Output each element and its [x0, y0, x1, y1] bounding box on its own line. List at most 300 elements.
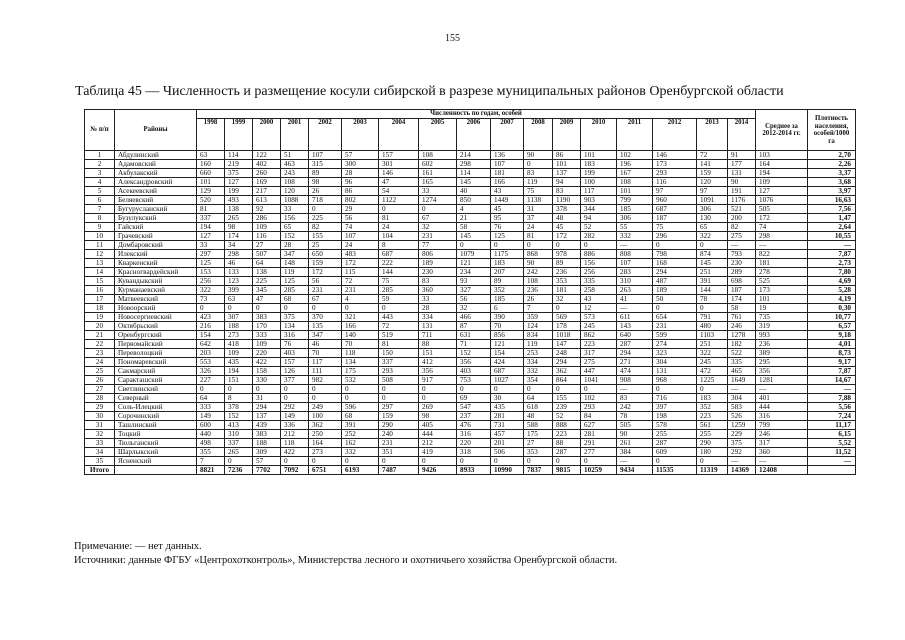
- year-value: 650: [309, 250, 342, 259]
- year-value: 183: [697, 394, 728, 403]
- row-number: 34: [85, 448, 115, 457]
- year-value: 137: [553, 169, 581, 178]
- year-value: 94: [581, 214, 617, 223]
- year-value: 968: [653, 376, 697, 385]
- year-value: 168: [653, 259, 697, 268]
- total-row: [85, 466, 856, 475]
- year-value: 58: [728, 304, 756, 313]
- district-name: Грачевский: [115, 232, 197, 241]
- year-value: 1103: [697, 331, 728, 340]
- year-value: 465: [728, 367, 756, 376]
- density-value: 6,57: [808, 322, 856, 331]
- year-value: 271: [617, 358, 653, 367]
- year-value: 102: [581, 394, 617, 403]
- year-value: 207: [491, 268, 524, 277]
- year-value: 1649: [728, 376, 756, 385]
- year-value: 917: [419, 376, 457, 385]
- year-value: 74: [342, 223, 379, 232]
- year-value: 888: [553, 421, 581, 430]
- year-value: 72: [379, 322, 419, 331]
- density-value: 5,52: [808, 439, 856, 448]
- total-blank: [115, 466, 197, 475]
- year-value: 108: [617, 178, 653, 187]
- year-value: 32: [553, 295, 581, 304]
- average-value: 278: [756, 268, 808, 277]
- year-value: 199: [581, 169, 617, 178]
- year-value: 293: [379, 367, 419, 376]
- year-value: 185: [491, 295, 524, 304]
- year-value: 180: [697, 448, 728, 457]
- district-name: Пономаревский: [115, 358, 197, 367]
- header-year: 1998: [197, 119, 225, 151]
- year-value: 640: [617, 331, 653, 340]
- year-value: 50: [653, 295, 697, 304]
- table-row: [85, 430, 856, 439]
- year-value: 72: [342, 277, 379, 286]
- year-value: 133: [225, 268, 253, 277]
- year-value: 419: [419, 448, 457, 457]
- year-value: 711: [419, 331, 457, 340]
- average-value: 1076: [756, 196, 808, 205]
- year-value: 111: [309, 367, 342, 376]
- year-value: 466: [457, 313, 491, 322]
- year-value: 588: [524, 421, 553, 430]
- table-row: [85, 268, 856, 277]
- year-value: 0: [653, 385, 697, 394]
- table-row: [85, 196, 856, 205]
- year-value: 135: [309, 322, 342, 331]
- density-value: 6,15: [808, 430, 856, 439]
- year-value: 903: [581, 196, 617, 205]
- year-value: 0: [309, 394, 342, 403]
- year-value: 138: [253, 268, 281, 277]
- year-value: 435: [225, 358, 253, 367]
- year-value: 304: [728, 394, 756, 403]
- year-value: —: [617, 385, 653, 394]
- header-years-group: Численность по годам, особей: [197, 110, 756, 119]
- year-value: 0: [697, 241, 728, 250]
- year-value: 569: [553, 313, 581, 322]
- year-value: 102: [617, 151, 653, 160]
- year-value: 352: [697, 403, 728, 412]
- year-value: 698: [728, 277, 756, 286]
- year-value: 383: [253, 313, 281, 322]
- year-value: 63: [225, 295, 253, 304]
- year-value: 337: [379, 358, 419, 367]
- table-row: [85, 349, 856, 358]
- year-value: 52: [581, 223, 617, 232]
- year-value: 104: [379, 232, 419, 241]
- year-value: 117: [581, 187, 617, 196]
- year-value: 600: [197, 421, 225, 430]
- year-value: 101: [617, 187, 653, 196]
- year-value: 93: [457, 277, 491, 286]
- year-value: 126: [281, 367, 309, 376]
- year-value: 960: [653, 196, 697, 205]
- average-value: —: [756, 385, 808, 394]
- year-value: 0: [281, 385, 309, 394]
- density-value: —: [808, 385, 856, 394]
- year-value: 277: [581, 448, 617, 457]
- table-row: [85, 331, 856, 340]
- year-value: 236: [553, 268, 581, 277]
- year-value: 1088: [281, 196, 309, 205]
- year-value: 189: [419, 259, 457, 268]
- header-density: Плотность населения, особей/1000 га: [808, 110, 856, 151]
- year-value: 100: [309, 412, 342, 421]
- year-value: 0: [553, 385, 581, 394]
- total-year-value: 8933: [457, 466, 491, 475]
- year-value: 390: [491, 313, 524, 322]
- year-value: 0: [697, 457, 728, 466]
- year-value: 1175: [491, 250, 524, 259]
- year-value: 175: [524, 430, 553, 439]
- row-number: 12: [85, 250, 115, 259]
- density-value: 2,64: [808, 223, 856, 232]
- density-value: 9,18: [808, 331, 856, 340]
- year-value: 65: [697, 223, 728, 232]
- year-value: 26: [309, 187, 342, 196]
- year-value: 283: [617, 268, 653, 277]
- year-value: 90: [524, 151, 553, 160]
- year-value: 64: [253, 259, 281, 268]
- year-value: 37: [524, 214, 553, 223]
- year-value: 294: [553, 358, 581, 367]
- year-value: 89: [309, 169, 342, 178]
- year-value: 553: [197, 358, 225, 367]
- year-value: 274: [653, 340, 697, 349]
- year-value: 507: [253, 250, 281, 259]
- year-value: 230: [728, 259, 756, 268]
- total-year-value: 9434: [617, 466, 653, 475]
- year-value: 172: [553, 232, 581, 241]
- year-value: 0: [379, 304, 419, 313]
- density-value: 3,97: [808, 187, 856, 196]
- year-value: 157: [281, 358, 309, 367]
- year-value: 28: [281, 241, 309, 250]
- year-value: 43: [491, 187, 524, 196]
- year-value: 109: [253, 340, 281, 349]
- year-value: 158: [253, 367, 281, 376]
- year-value: 611: [617, 313, 653, 322]
- year-value: 435: [491, 403, 524, 412]
- row-number: 27: [85, 385, 115, 394]
- year-value: 26: [524, 295, 553, 304]
- year-value: 337: [197, 214, 225, 223]
- year-value: 187: [653, 214, 697, 223]
- row-number: 10: [85, 232, 115, 241]
- district-name: Ташлинский: [115, 421, 197, 430]
- average-value: 822: [756, 250, 808, 259]
- year-value: 798: [653, 250, 697, 259]
- district-name: Соль-Илецкий: [115, 403, 197, 412]
- total-year-value: 6193: [342, 466, 379, 475]
- year-value: 353: [553, 277, 581, 286]
- year-value: 76: [491, 223, 524, 232]
- year-value: 87: [457, 322, 491, 331]
- year-value: 92: [253, 205, 281, 214]
- year-value: 220: [253, 349, 281, 358]
- year-value: 47: [379, 178, 419, 187]
- year-value: 127: [225, 178, 253, 187]
- year-value: 1190: [553, 196, 581, 205]
- year-value: 70: [309, 349, 342, 358]
- year-value: 298: [225, 250, 253, 259]
- average-value: 993: [756, 331, 808, 340]
- year-value: 293: [581, 403, 617, 412]
- year-value: 174: [225, 232, 253, 241]
- year-value: 183: [491, 259, 524, 268]
- year-value: 75: [653, 223, 697, 232]
- year-value: 172: [309, 268, 342, 277]
- year-value: 526: [728, 412, 756, 421]
- year-value: 234: [457, 268, 491, 277]
- header-year: 2011: [617, 119, 653, 151]
- table-row: [85, 322, 856, 331]
- year-value: 120: [281, 187, 309, 196]
- year-value: 306: [697, 205, 728, 214]
- district-name: Асекеевский: [115, 187, 197, 196]
- table-row: [85, 214, 856, 223]
- table-row: [85, 457, 856, 466]
- year-value: 0: [653, 241, 697, 250]
- year-value: 116: [653, 178, 697, 187]
- row-number: 13: [85, 259, 115, 268]
- year-value: 286: [253, 214, 281, 223]
- year-value: 239: [553, 403, 581, 412]
- year-value: 146: [653, 151, 697, 160]
- year-value: 149: [197, 412, 225, 421]
- row-number: 15: [85, 277, 115, 286]
- year-value: 175: [342, 367, 379, 376]
- year-value: 1122: [379, 196, 419, 205]
- year-value: 33: [281, 205, 309, 214]
- year-value: 337: [225, 439, 253, 448]
- district-name: Оренбургский: [115, 331, 197, 340]
- header-year: 2009: [553, 119, 581, 151]
- row-number: 7: [85, 205, 115, 214]
- year-value: 181: [553, 286, 581, 295]
- year-value: 596: [342, 403, 379, 412]
- year-value: 212: [419, 439, 457, 448]
- density-value: 2,70: [808, 151, 856, 160]
- total-year-value: 7487: [379, 466, 419, 475]
- year-value: 1027: [491, 376, 524, 385]
- average-value: 236: [756, 340, 808, 349]
- year-value: 521: [728, 205, 756, 214]
- year-value: 402: [253, 160, 281, 169]
- year-value: 119: [281, 268, 309, 277]
- year-value: 0: [225, 385, 253, 394]
- table-row: [85, 448, 856, 457]
- year-value: 761: [728, 313, 756, 322]
- year-value: 84: [581, 412, 617, 421]
- table-title: Таблица 45 — Численность и размещение косули сибирской в разрезе муниципальных районов Оренбургской области: [75, 84, 784, 99]
- year-value: 0: [491, 241, 524, 250]
- year-value: 152: [457, 349, 491, 358]
- year-value: 256: [581, 268, 617, 277]
- year-value: 1138: [524, 196, 553, 205]
- year-value: 249: [309, 403, 342, 412]
- density-value: 11,52: [808, 448, 856, 457]
- header-year: 2008: [524, 119, 553, 151]
- district-name: Курманаевский: [115, 286, 197, 295]
- year-value: 72: [697, 151, 728, 160]
- year-value: 0: [419, 457, 457, 466]
- average-value: 172: [756, 214, 808, 223]
- year-value: 194: [197, 223, 225, 232]
- year-value: 114: [457, 169, 491, 178]
- year-value: —: [617, 457, 653, 466]
- year-value: 242: [617, 403, 653, 412]
- year-value: 687: [379, 250, 419, 259]
- year-value: 98: [225, 223, 253, 232]
- year-value: 27: [524, 439, 553, 448]
- year-value: 117: [309, 358, 342, 367]
- year-value: 1278: [728, 331, 756, 340]
- year-value: 265: [225, 214, 253, 223]
- year-value: 298: [457, 160, 491, 169]
- average-value: 319: [756, 322, 808, 331]
- year-value: 0: [309, 304, 342, 313]
- year-value: 45: [553, 223, 581, 232]
- year-value: 322: [697, 349, 728, 358]
- year-value: 70: [342, 340, 379, 349]
- row-number: 21: [85, 331, 115, 340]
- year-value: 121: [457, 259, 491, 268]
- year-value: 281: [581, 430, 617, 439]
- header-year: 2012: [653, 119, 697, 151]
- year-value: 326: [197, 367, 225, 376]
- table-source: Источники: данные ФГБУ «Центрохотконтроль», Министерства лесного и охотничьего хозяйства Оренбургской области.: [74, 555, 618, 566]
- year-value: 4: [342, 295, 379, 304]
- year-value: 310: [617, 277, 653, 286]
- average-value: 1281: [756, 376, 808, 385]
- density-value: 7,80: [808, 268, 856, 277]
- year-value: 0: [281, 394, 309, 403]
- year-value: 73: [197, 295, 225, 304]
- year-value: 289: [728, 268, 756, 277]
- year-value: 578: [653, 421, 697, 430]
- year-value: 95: [491, 214, 524, 223]
- year-value: 125: [197, 259, 225, 268]
- table-row: [85, 439, 856, 448]
- year-value: 154: [491, 349, 524, 358]
- year-value: 285: [379, 286, 419, 295]
- district-name: Саракташский: [115, 376, 197, 385]
- year-value: 155: [309, 232, 342, 241]
- table-row: [85, 358, 856, 367]
- year-value: 56: [457, 295, 491, 304]
- year-value: 422: [281, 448, 309, 457]
- year-value: 273: [309, 448, 342, 457]
- year-value: 292: [728, 448, 756, 457]
- year-value: 144: [379, 268, 419, 277]
- year-value: 81: [379, 340, 419, 349]
- year-value: 120: [697, 178, 728, 187]
- year-value: 194: [225, 367, 253, 376]
- year-value: 83: [419, 277, 457, 286]
- row-number: 5: [85, 187, 115, 196]
- year-value: 152: [225, 412, 253, 421]
- year-value: 125: [281, 277, 309, 286]
- year-value: 63: [197, 151, 225, 160]
- row-number: 6: [85, 196, 115, 205]
- year-value: 56: [309, 277, 342, 286]
- year-value: 573: [581, 313, 617, 322]
- average-value: 194: [756, 169, 808, 178]
- year-value: 378: [225, 403, 253, 412]
- year-value: 240: [379, 430, 419, 439]
- year-value: 109: [225, 349, 253, 358]
- row-number: 33: [85, 439, 115, 448]
- header-year: 2004: [379, 119, 419, 151]
- year-value: 32: [419, 223, 457, 232]
- year-value: 886: [581, 250, 617, 259]
- row-number: 11: [85, 241, 115, 250]
- year-value: —: [617, 304, 653, 313]
- year-value: 294: [653, 268, 697, 277]
- year-value: 978: [553, 250, 581, 259]
- year-value: 802: [342, 196, 379, 205]
- year-value: 245: [581, 322, 617, 331]
- year-value: 75: [379, 277, 419, 286]
- year-value: 151: [419, 349, 457, 358]
- year-value: 198: [653, 412, 697, 421]
- year-value: 335: [728, 358, 756, 367]
- table-row: [85, 178, 856, 187]
- year-value: 121: [491, 340, 524, 349]
- year-value: 24: [342, 241, 379, 250]
- table-row: [85, 259, 856, 268]
- year-value: 159: [309, 259, 342, 268]
- year-value: 71: [457, 340, 491, 349]
- district-name: Беляевский: [115, 196, 197, 205]
- year-value: 108: [524, 277, 553, 286]
- year-value: 57: [253, 457, 281, 466]
- year-value: 505: [617, 421, 653, 430]
- year-value: 145: [457, 178, 491, 187]
- year-value: 223: [553, 430, 581, 439]
- total-year-value: 7236: [225, 466, 253, 475]
- district-name: Бузулукский: [115, 214, 197, 223]
- year-value: 1091: [697, 196, 728, 205]
- average-value: 127: [756, 187, 808, 196]
- year-value: 231: [342, 286, 379, 295]
- year-value: 718: [309, 196, 342, 205]
- year-value: 123: [225, 277, 253, 286]
- year-value: 253: [524, 349, 553, 358]
- table-row: [85, 205, 856, 214]
- district-name: Акбулакский: [115, 169, 197, 178]
- year-value: 77: [419, 241, 457, 250]
- year-value: 345: [253, 286, 281, 295]
- year-value: 413: [225, 421, 253, 430]
- year-value: 101: [581, 151, 617, 160]
- year-value: 98: [309, 178, 342, 187]
- year-value: 333: [253, 331, 281, 340]
- year-value: 166: [491, 178, 524, 187]
- year-value: 0: [253, 385, 281, 394]
- average-value: 356: [756, 367, 808, 376]
- row-number: 20: [85, 322, 115, 331]
- year-value: 75: [524, 187, 553, 196]
- year-value: 304: [653, 358, 697, 367]
- row-number: 3: [85, 169, 115, 178]
- year-value: 33: [197, 241, 225, 250]
- year-value: 214: [457, 151, 491, 160]
- year-value: 520: [197, 196, 225, 205]
